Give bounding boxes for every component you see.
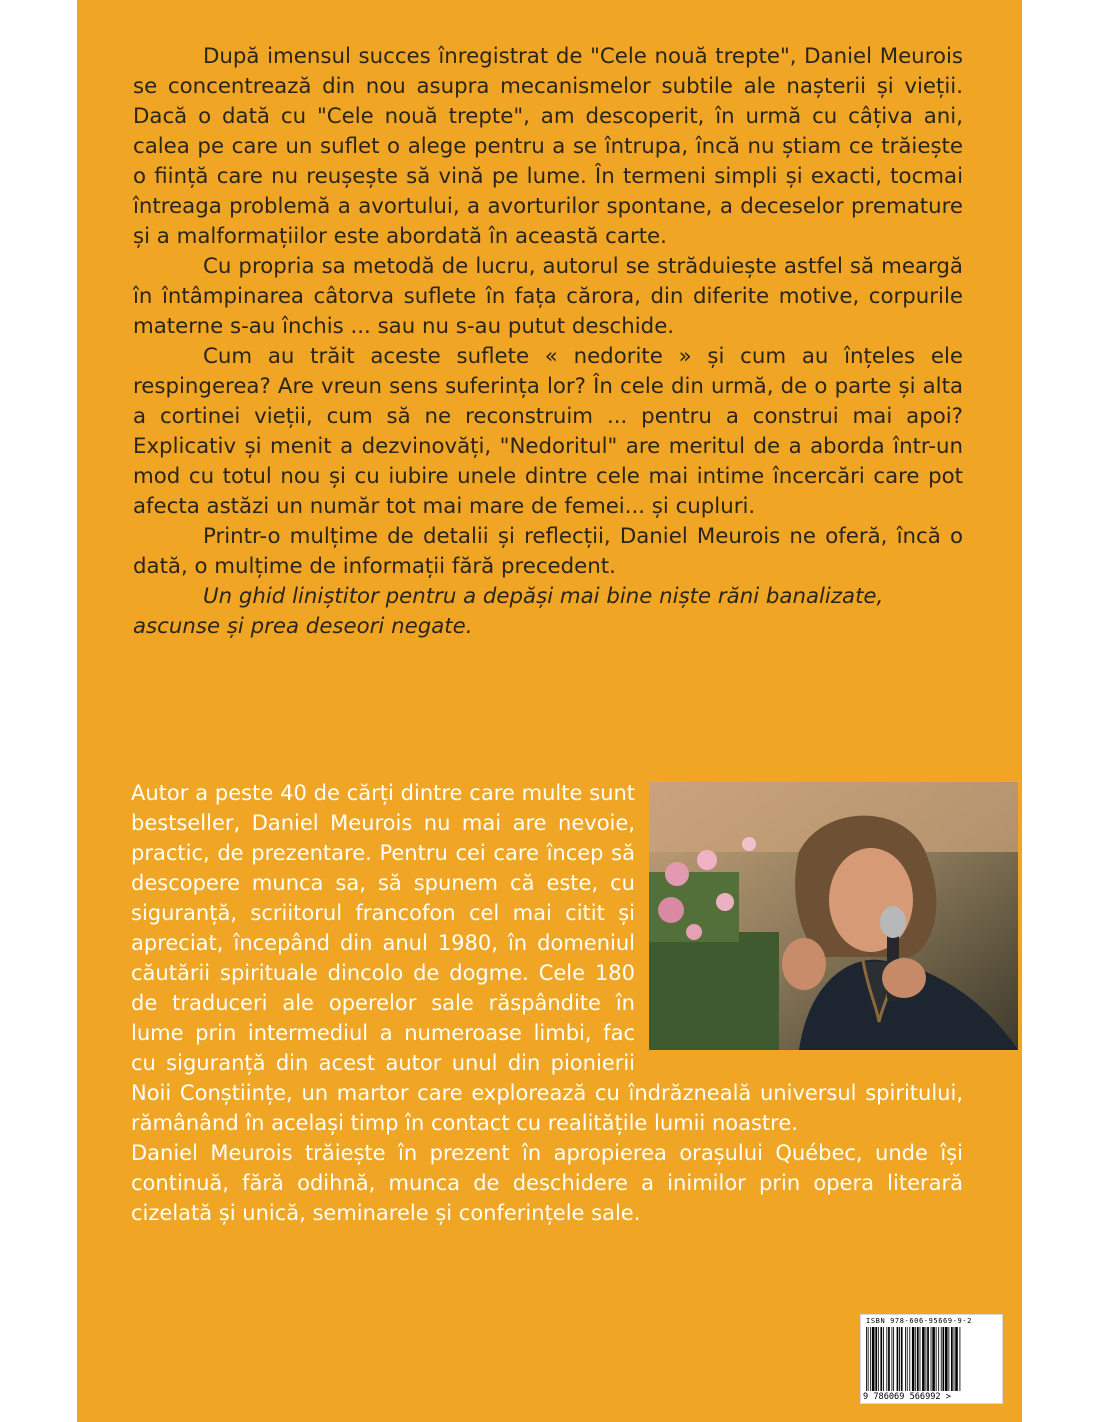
barcode-bar <box>960 1327 961 1391</box>
barcode-bar <box>943 1327 945 1391</box>
blurb-paragraph: Cum au trăit aceste suflete « nedorite » și cum au înțeles ele respingerea? Are vreun sens suferința lor? În cele din urmă, de o parte și alta a cortinei vieții, cum să ne reconstruim ... pentru a construi mai apoi? Explicativ și menit a dezvinovăți, "Nedoritul" are meritul de a aborda într-un mod cu totul nou și cu iubire unele dintre cele mai intime încercări care pot afecta astăzi un număr tot mai mare de femei... și cupluri. <box>133 344 963 519</box>
barcode-bar <box>922 1327 925 1391</box>
barcode-bar <box>883 1327 884 1391</box>
barcode-bar <box>912 1327 915 1391</box>
barcode-bar <box>945 1327 948 1391</box>
barcode-bar <box>870 1327 871 1391</box>
blurb-tagline: Un ghid liniștitor pentru a depăși mai bine niște răni banalizate, ascunse și prea deseori negate. <box>133 584 884 639</box>
barcode-bars <box>865 1327 999 1391</box>
author-bio <box>131 778 963 1228</box>
isbn-barcode <box>860 1314 1003 1404</box>
author-photo <box>649 782 1018 1050</box>
barcode-bar <box>938 1327 939 1391</box>
barcode-bar <box>954 1327 955 1391</box>
barcode-bar <box>955 1327 958 1391</box>
author-photo-image <box>649 782 1018 1050</box>
barcode-bar <box>886 1327 887 1391</box>
barcode-bar <box>936 1327 937 1391</box>
barcode-bar <box>878 1327 879 1391</box>
barcode-bar <box>917 1327 919 1391</box>
barcode-bar <box>941 1327 942 1391</box>
barcode-bar <box>893 1327 894 1391</box>
barcode-bar <box>897 1327 899 1391</box>
barcode-bar <box>899 1327 900 1391</box>
barcode-bar <box>932 1327 935 1391</box>
barcode-bar <box>951 1327 953 1391</box>
barcode-bar <box>931 1327 932 1391</box>
barcode-bar <box>926 1327 927 1391</box>
barcode-bar <box>875 1327 877 1391</box>
barcode-bar <box>866 1327 867 1391</box>
barcode-bar <box>905 1327 906 1391</box>
blurb-paragraph: Cu propria sa metodă de lucru, autorul se străduiește astfel să meargă în întâmpinarea câtorva suflete în fața cărora, din diferite motive, corpurile materne s-au închis ... sau nu s-au putut deschide. <box>133 254 963 339</box>
barcode-number: 9 786069 566992 > <box>863 1392 951 1402</box>
barcode-bar <box>901 1327 903 1391</box>
barcode-bar <box>920 1327 921 1391</box>
barcode-bar <box>888 1327 890 1391</box>
barcode-bar <box>927 1327 929 1391</box>
barcode-bar <box>907 1327 908 1391</box>
barcode-bar <box>948 1327 949 1391</box>
isbn-label: ISBN 978-606-95669-9-2 <box>866 1317 972 1325</box>
barcode-bar <box>892 1327 893 1391</box>
barcode-bar <box>880 1327 882 1391</box>
barcode-bar <box>915 1327 916 1391</box>
cover-blurb <box>133 42 963 642</box>
bio-paragraph: Daniel Meurois trăiește în prezent în apropierea orașului Québec, unde își continuă, fără odihnă, munca de deschidere a inimilor prin opera literară cizelată și unică, seminarele și conferințele sale. <box>131 1141 963 1225</box>
blurb-paragraph: După imensul succes înregistrat de "Cele nouă trepte", Daniel Meurois se concentrează din nou asupra mecanismelor subtile ale nașterii și vieții. Dacă o dată cu "Cele nouă trepte", am descoperit, în urmă cu câțiva ani, calea pe care un suflet o alege pentru a se întrupa, încă nu știam ce trăiește o ființă care nu reușește să vină pe lume. În termeni simpli și exacti, tocmai întreaga problemă a avortului, a avorturilor spontane, a deceselor premature și a malformațiilor este abordată în această carte. <box>133 44 963 249</box>
book-back-cover <box>77 0 1022 1422</box>
barcode-bar <box>909 1327 910 1391</box>
bio-paragraph: Autor a peste 40 de cărți dintre care multe sunt bestseller, Daniel Meurois nu mai are nevoie, practic, de prezentare. Pentru cei care încep să descopere munca sa, să spunem că este, cu siguranță, scriitorul francofon cel mai citit și apreciat, începând din anul 1980, în domeniul căutării spirituale dincolo de dogme. Cele 180 de traduceri ale operelor sale răspândite în lume prin intermediul a numeroase limbi, fac cu siguranță din acest autor unul din pionierii Noii Conștiințe, un martor care explorează cu îndrăzneală universul spiritului, rămânând în același timp în contact cu realitățile lumii noastre. <box>131 781 963 1135</box>
barcode-bar <box>872 1327 875 1391</box>
barcode-bar <box>868 1327 869 1391</box>
blurb-paragraph: Printr-o mulțime de detalii și reflecții, Daniel Meurois ne oferă, încă o dată, o mulțime de informații fără precedent. <box>133 524 963 579</box>
